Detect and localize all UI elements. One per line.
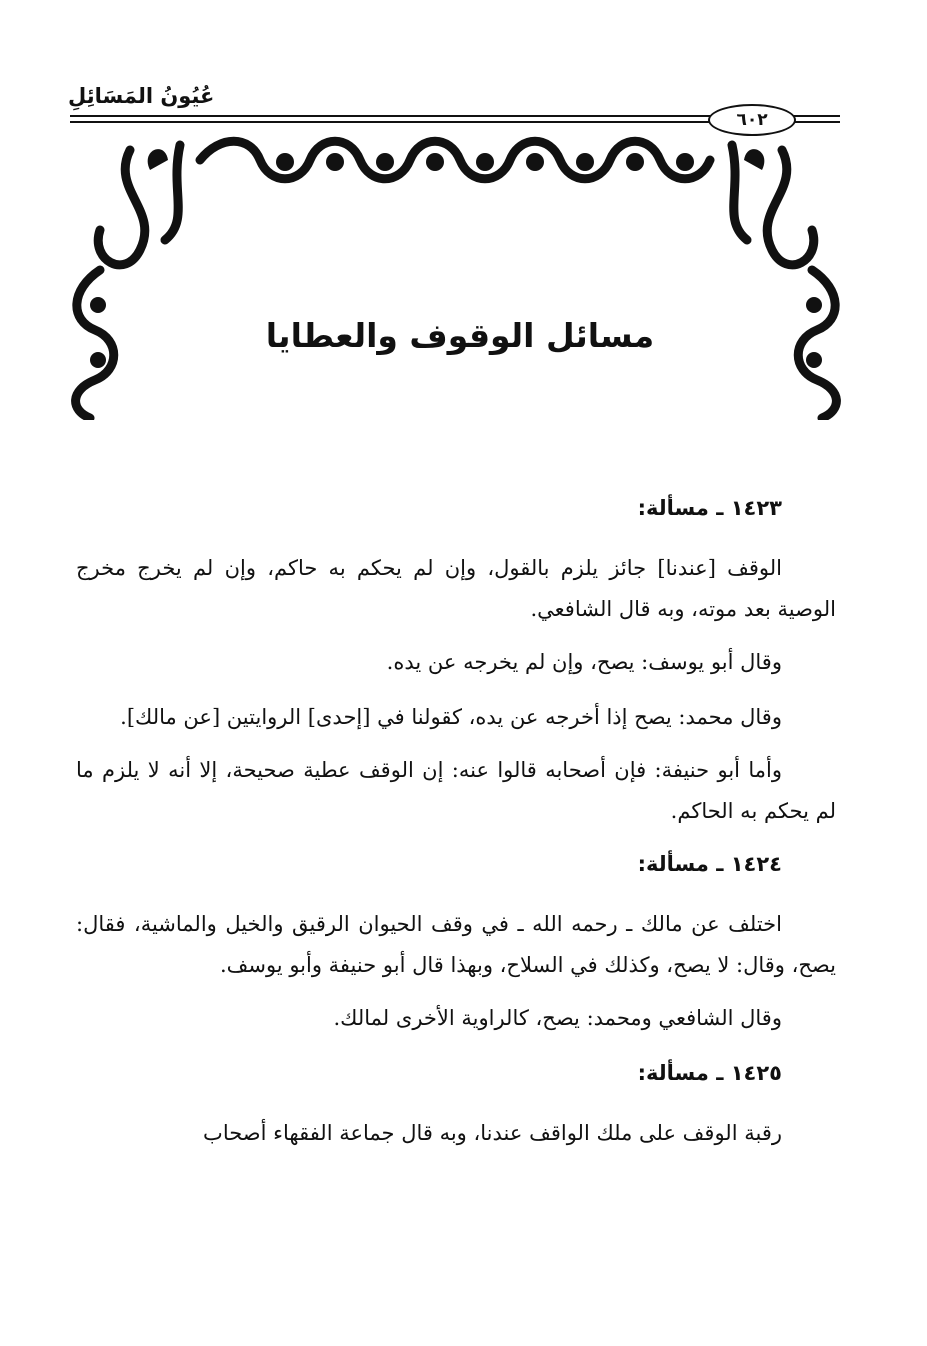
chapter-title: مسائل الوقوف والعطايا bbox=[265, 316, 655, 355]
paragraph: رقبة الوقف على ملك الواقف عندنا، وبه قال جماعة الفقهاء أصحاب bbox=[203, 1121, 782, 1145]
section-heading: ١٤٢٣ ـ مسألة: bbox=[637, 496, 782, 520]
paragraph: الوقف [عندنا] جائز يلزم بالقول، وإن لم يحكم به حاكم، وإن لم يخرج مخرج الوصية بعد موته، وبه قال الشافعي. bbox=[76, 556, 836, 621]
paragraph: وقال محمد: يصح إذا أخرجه عن يده، كقولنا في [إحدى] الروايتين [عن مالك]. bbox=[120, 705, 782, 729]
section-1424 bbox=[76, 844, 836, 1039]
section-heading: ١٤٢٤ ـ مسألة: bbox=[637, 852, 782, 876]
main-text bbox=[76, 488, 836, 1166]
paragraph: وقال أبو يوسف: يصح، وإن لم يخرجه عن يده. bbox=[386, 650, 782, 674]
ornamental-frame-icon bbox=[70, 130, 842, 420]
page-number: ٦٠٢ bbox=[708, 104, 796, 136]
section-1423 bbox=[76, 488, 836, 832]
section-1425 bbox=[76, 1053, 836, 1154]
paragraph: اختلف عن مالك ـ رحمه الله ـ في وقف الحيوان الرقيق والخيل والماشية، فقال: يصح، وقال: لا يصح، وكذلك في السلاح، وبهذا قال أبو حنيفة وأبو يوسف. bbox=[76, 912, 836, 977]
section-heading: ١٤٢٥ ـ مسألة: bbox=[637, 1061, 782, 1085]
running-title: عُيُونُ المَسَائِلِ bbox=[68, 84, 215, 108]
paragraph: وأما أبو حنيفة: فإن أصحابه قالوا عنه: إن الوقف عطية صحيحة، إلا أنه لا يلزم ما لم يحكم به الحاكم. bbox=[76, 758, 836, 823]
paragraph: وقال الشافعي ومحمد: يصح، كالراوية الأخرى لمالك. bbox=[333, 1006, 782, 1030]
